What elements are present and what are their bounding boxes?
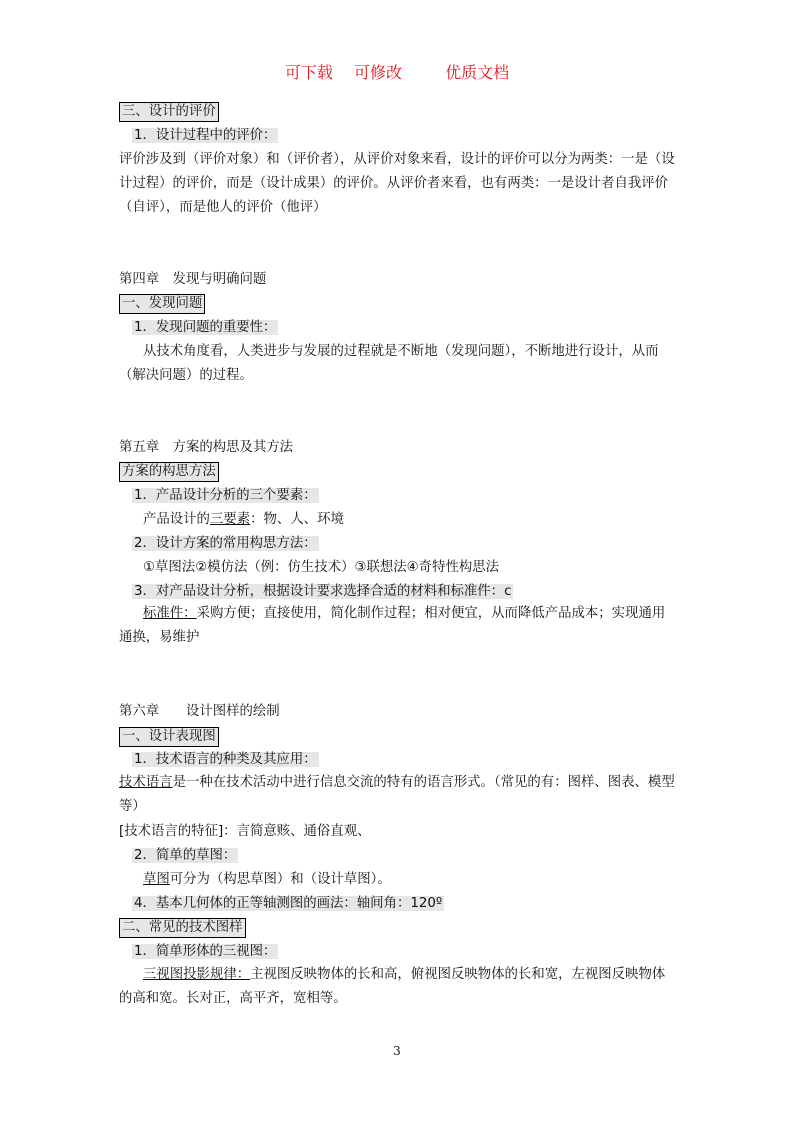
- list-item: 4．基本几何体的正等轴测图的画法：轴间角：120º: [134, 896, 443, 911]
- list-text: 草图可分为（构思草图）和（设计草图）。: [143, 872, 391, 887]
- paragraph: 标准件：采购方便；直接使用，简化制作过程；相对便宜，从而降低产品成本；实现通用通换，易维护: [119, 606, 666, 645]
- list-item: 1．设计过程中的评价：: [134, 128, 277, 143]
- header-quality: 优质文档: [445, 63, 510, 82]
- section-heading: 二、常见的技术图样: [119, 918, 246, 938]
- header-download: 可下载: [284, 63, 333, 82]
- list-item: 1．产品设计分析的三个要素：: [134, 488, 317, 503]
- chapter-title: 第五章 方案的构思及其方法: [119, 440, 294, 455]
- paragraph: [技术语言的特征]：言简意赅、通俗直观、: [119, 824, 371, 839]
- list-text: 产品设计的三要素：物、人、环境: [143, 512, 344, 527]
- list-item: 2．设计方案的常用构思方法：: [134, 536, 317, 551]
- header-banner: [0, 60, 794, 83]
- paragraph: 三视图投影规律：主视图反映物体的长和高，俯视图反映物体的长和宽，左视图反映物体的高和宽。长对正，高平齐，宽相等。: [119, 967, 666, 1006]
- paragraph: 评价涉及到（评价对象）和（评价者），从评价对象来看，设计的评价可以分为两类：一是（设计过程）的评价，而是（设计成果）的评价。从评价者来看，也有两类：一是设计者自我评价（自评），而是他人的评价（他评）: [119, 152, 675, 215]
- section-heading: 一、设计表现图: [119, 727, 219, 747]
- list-item: 1．技术语言的种类及其应用：: [134, 752, 317, 767]
- list-item: 1．简单形体的三视图：: [134, 944, 277, 959]
- chapter-title: 第六章 设计图样的绘制: [119, 704, 280, 719]
- section-heading-evaluation: 三、设计的评价: [119, 102, 219, 122]
- section-heading: 方案的构思方法: [119, 462, 219, 482]
- section-heading: 一、发现问题: [119, 294, 205, 314]
- header-editable: 可修改: [353, 63, 402, 82]
- paragraph: 技术语言是一种在技术活动中进行信息交流的特有的语言形式。（常见的有：图样、图表、模型等）: [119, 775, 675, 814]
- paragraph: 从技术角度看，人类进步与发展的过程就是不断地（发现问题），不断地进行设计，从而（解决问题）的过程。: [119, 344, 659, 383]
- list-item: 3．对产品设计分析，根据设计要求选择合适的材料和标准件：c: [134, 584, 512, 599]
- chapter-title: 第四章 发现与明确问题: [119, 272, 267, 287]
- list-item: 1．发现问题的重要性：: [134, 320, 277, 335]
- list-item: 2．简单的草图：: [134, 848, 237, 863]
- page-number: 3: [393, 1044, 401, 1058]
- list-text: ①草图法②模仿法（例：仿生技术）③联想法④奇特性构思法: [143, 560, 500, 575]
